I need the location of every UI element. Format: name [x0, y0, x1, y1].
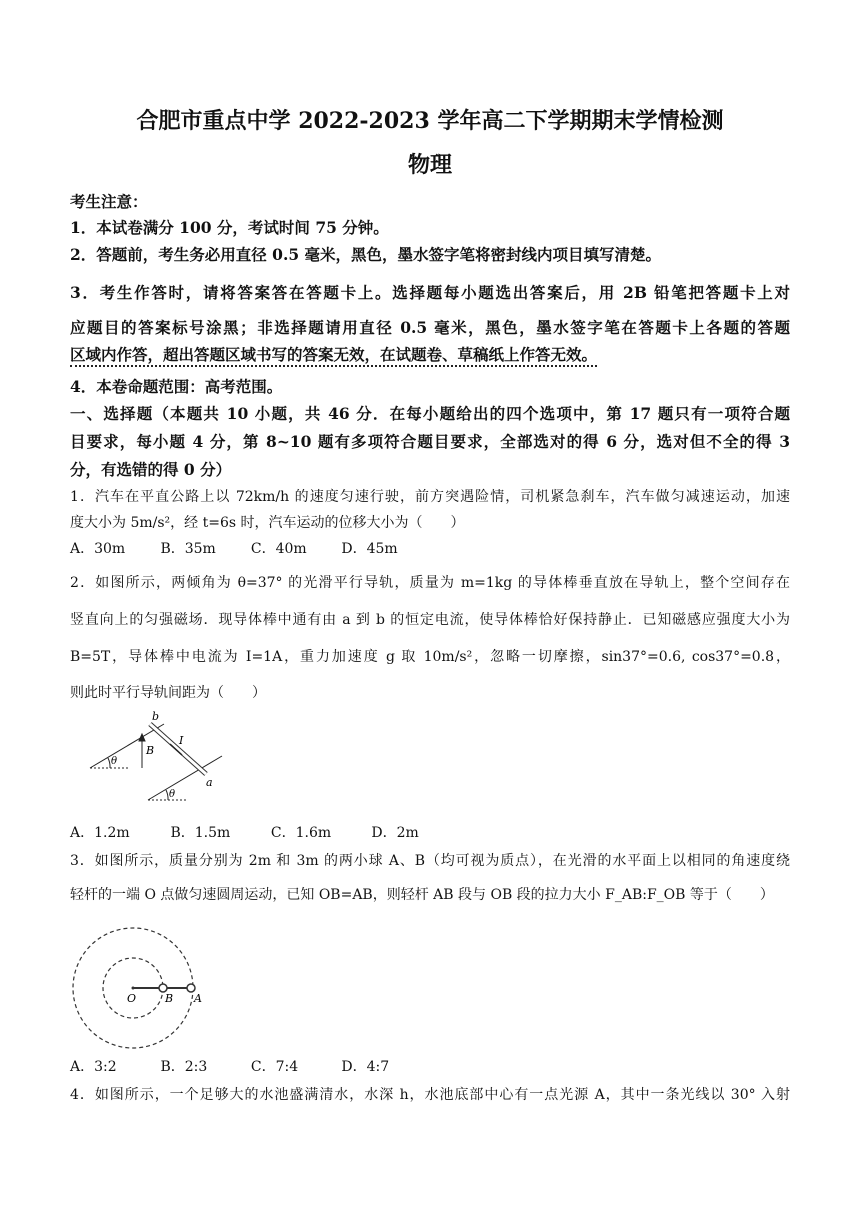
notice-heading: 考生注意：: [70, 192, 148, 211]
option-c: C．40m: [250, 541, 307, 557]
question-1-options: [70, 538, 790, 558]
label-theta: θ: [169, 789, 176, 800]
label-current: I: [179, 734, 184, 747]
question-3-options: [70, 1056, 790, 1076]
label-a: A: [194, 992, 202, 1005]
section-heading: 目要求，每小题 4 分，第 8~10 题有多项符合题目要求，全部选对的得 6 分，选对但不全的得 3: [70, 432, 790, 451]
question-3-line: 3．如图所示，质量分别为 2m 和 3m 的两小球 A、B（均可视为质点），在光滑的水平面上以相同的角速度绕: [70, 853, 790, 869]
label-theta: θ: [111, 756, 118, 767]
option-d: D．45m: [341, 541, 398, 557]
notice-item-text: 区域内作答，超出答题区域书写的答案无效，在试题卷、草稿纸上作答无效。: [70, 345, 597, 367]
label-field-b: B: [146, 744, 155, 757]
option-a: A．3:2: [70, 1059, 117, 1075]
label-b: b: [152, 710, 160, 723]
label-b: B: [165, 992, 174, 1005]
circular-motion-figure: [70, 918, 210, 1058]
section-heading: 分，有选错的得 0 分）: [70, 460, 232, 479]
question-4-line: 4．如图所示，一个足够大的水池盛满清水，水深 h，水池底部中心有一点光源 A，其中一条光线以 30° 入射: [70, 1087, 790, 1103]
exam-title: 合肥市重点中学 2022-2023 学年高二下学期期末学情检测: [136, 108, 724, 134]
label-a: a: [206, 776, 213, 789]
option-d: D．2m: [371, 825, 419, 841]
section-heading: 一、选择题（本题共 10 小题，共 46 分．在每小题给出的四个选项中，第 17 题只有一项符合题: [70, 404, 790, 423]
notice-item: 2．答题前，考生务必用直径 0.5 毫米，黑色，墨水签字笔将密封线内项目填写清楚。: [70, 245, 662, 264]
question-2-options: [70, 822, 790, 842]
label-o: O: [127, 992, 137, 1005]
question-3-line: 轻杆的一端 O 点做匀速圆周运动，已知 OB=AB，则轻杆 AB 段与 OB 段的拉力大小 F_AB:F_OB 等于（ ）: [70, 887, 774, 903]
notice-item: 应题目的答案标号涂黑；非选择题请用直径 0.5 毫米，黑色，墨水签字笔在答题卡上各题的答题: [70, 318, 790, 337]
option-b: B．35m: [160, 541, 216, 557]
question-2-line: 竖直向上的匀强磁场．现导体棒中通有由 a 到 b 的恒定电流，使导体棒恰好保持静止．已知磁感应强度大小为: [70, 612, 790, 628]
notice-item: 3．考生作答时，请将答案答在答题卡上。选择题每小题选出答案后，用 2B 铅笔把答题卡上对: [70, 283, 790, 302]
question-2-line: 2．如图所示，两倾角为 θ=37° 的光滑平行导轨，质量为 m=1kg 的导体棒垂直放在导轨上，整个空间存在: [70, 575, 790, 591]
notice-item: [70, 343, 790, 365]
option-c: C．7:4: [250, 1059, 299, 1075]
option-d: D．4:7: [341, 1059, 390, 1075]
question-1-line: 1．汽车在平直公路上以 72km/h 的速度匀速行驶，前方突遇险情，司机紧急刹车，汽车做匀减速运动，加速: [70, 489, 790, 505]
inclined-rails-figure: [88, 710, 238, 810]
option-b: B．1.5m: [170, 825, 231, 841]
option-c: C．1.6m: [270, 825, 332, 841]
option-a: A．30m: [70, 541, 126, 557]
option-b: B．2:3: [160, 1059, 208, 1075]
notice-item: 4．本卷命题范围：高考范围。: [70, 377, 283, 396]
question-1-line: 度大小为 5m/s²，经 t=6s 时，汽车运动的位移大小为（ ）: [70, 515, 465, 531]
notice-item: 1．本试卷满分 100 分，考试时间 75 分钟。: [70, 218, 389, 237]
question-2-line: 则此时平行导轨间距为（ ）: [70, 685, 266, 701]
question-2-line: B=5T，导体棒中电流为 I=1A，重力加速度 g 取 10m/s²，忽略一切摩擦，sin37°=0.6, cos37°=0.8，: [70, 649, 790, 665]
subject-title: 物理: [407, 152, 452, 178]
option-a: A．1.2m: [70, 825, 130, 841]
